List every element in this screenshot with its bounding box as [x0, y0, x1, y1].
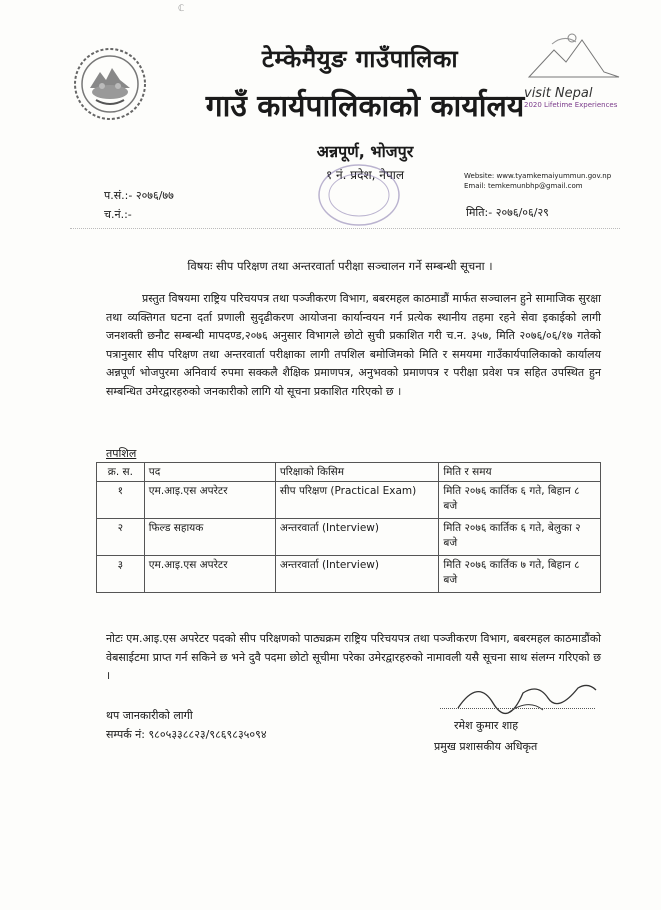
letter-date: मिति:- २०७६/०६/२९	[466, 206, 549, 219]
header-divider	[70, 228, 620, 229]
cell-datetime: मिति २०७६ कार्तिक ६ गते, बिहान ८ बजे	[439, 482, 601, 519]
table-header-row	[97, 463, 601, 482]
scan-mark: ℂ	[178, 4, 185, 14]
table-heading: तपशिल	[106, 447, 137, 460]
table-row	[97, 519, 601, 556]
cell-post: एम.आइ.एस अपरेटर	[144, 556, 275, 593]
table-row	[97, 556, 601, 593]
cell-post: फिल्ड सहायक	[144, 519, 275, 556]
office-stamp-icon	[314, 160, 404, 230]
cell-exam-type: अन्तरवार्ता (Interview)	[275, 556, 439, 593]
cell-datetime: मिति २०७६ कार्तिक ६ गते, बेलुका २ बजे	[439, 519, 601, 556]
patra-sankhya: प.सं.:- २०७६/७७	[104, 189, 174, 202]
cell-sn: २	[97, 519, 145, 556]
email-text: Email: temkemunbhp@gmail.com	[464, 182, 583, 190]
visit-nepal-year: 2020 Lifetime Experiences	[524, 101, 618, 109]
province: १ नं. प्रदेश, नेपाल	[325, 168, 405, 182]
note-paragraph: नोटः एम.आइ.एस अपरेटर पदको सीप परिक्षणको पाठ्यक्रम राष्ट्रिय परिचयपत्र तथा पञ्जीकरण विभाग, बबरमहल काठमाडौंको वेबसाईटमा प्राप्त गर्न सकिने छ भने दुवै पदमा छोटो सूचीमा परेका उमेरद्वारहरुको नामावली यसै सूचना साथ संलग्न गरिएको छ ।	[106, 632, 601, 683]
contact-phone: सम्पर्क नं: ९८०५३३८८२३/९८६९८३५०९४	[106, 728, 267, 741]
col-header-datetime: मिति र समय	[439, 463, 601, 482]
nepal-emblem-icon	[72, 46, 148, 122]
col-header-sn: क्र. स.	[97, 463, 145, 482]
signer-name: रमेश कुमार शाह	[454, 719, 519, 732]
cell-post: एम.आइ.एस अपरेटर	[144, 482, 275, 519]
visit-nepal-text: visit Nepal	[524, 86, 593, 101]
website-text: Website: www.tyamkemaiyummun.gov.np	[464, 172, 612, 180]
cell-exam-type: अन्तरवार्ता (Interview)	[275, 519, 439, 556]
cell-exam-type: सीप परिक्षण (Practical Exam)	[275, 482, 439, 519]
chalani-number: च.नं.:-	[104, 208, 132, 221]
contact-info	[464, 171, 611, 191]
signature-line	[440, 708, 595, 709]
cell-datetime: मिति २०७६ कार्तिक ७ गते, बिहान ८ बजे	[439, 556, 601, 593]
office-name: गाउँ कार्यपालिकाको कार्यालय	[205, 89, 525, 124]
cell-sn: ३	[97, 556, 145, 593]
org-name: टेम्केमैयुङ गाउँपालिका	[261, 45, 459, 73]
col-header-exam-type: परिक्षाको किसिम	[275, 463, 439, 482]
more-info-label: थप जानकारीको लागी	[106, 709, 193, 722]
signer-title: प्रमुख प्रशासकीय अधिकृत	[434, 740, 538, 753]
table-row	[97, 482, 601, 519]
schedule-table	[96, 462, 601, 593]
col-header-post: पद	[144, 463, 275, 482]
body-paragraph: प्रस्तुत विषयमा राष्ट्रिय परिचयपत्र तथा पञ्जीकरण विभाग, बबरमहल काठमाडौं मार्फत सञ्चालन हुने सामाजिक सुरक्षा तथा व्यक्तिगत घटना दर्ता प्रणाली सुदृढीकरण आयोजना कार्यान्वयन गर्न प्रत्येक स्थानीय तहमा रहने सेवा इकाईको लागी जनशक्ती छनौट सम्बन्धी मापदण्ड,२०७६ अनुसार विभागले छोटो सुची प्रकाशित गरी च.न. ३५७, मिति २०७६/०६/१७ गतेको पत्रानुसार सीप परिक्षण तथा अन्तरवार्ता परीक्षाका लागी तपशिल बमोजिमको मिति र समयमा गाउँकार्यपालिकाको कार्यालय अन्नपूर्ण भोजपुरमा अनिवार्य रुपमा सक्कलै शैक्षिक प्रमाणपत्र, अनुभवको प्रमाणपत्र र परीक्षा प्रवेश पत्र सहित उपस्थित हुन सम्बन्धित उमेरद्वारहरुको जनकारीको लागि यो सूचना प्रकाशित गरिएको छ ।	[106, 292, 601, 398]
subject-line: विषयः सीप परिक्षण तथा अन्तरवार्ता परीक्षा सञ्चालन गर्ने सम्बन्धी सूचना ।	[187, 259, 493, 273]
address: अन्नपूर्ण, भोजपुर	[316, 142, 414, 161]
cell-sn: १	[97, 482, 145, 519]
